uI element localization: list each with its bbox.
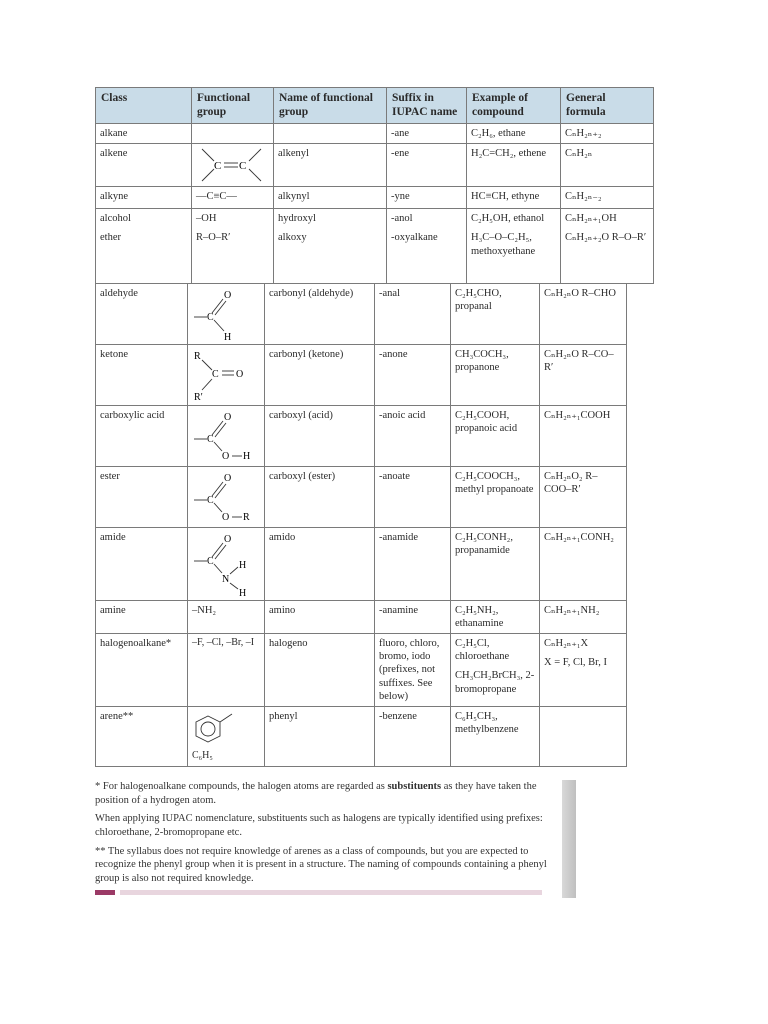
class-cell: ether bbox=[96, 228, 192, 283]
footer-bar bbox=[120, 890, 542, 895]
example-line: CH₃CH₂BrCH₃, 2-bromopropane bbox=[455, 670, 535, 695]
table-row bbox=[96, 634, 627, 707]
class-cell: ester bbox=[96, 466, 188, 527]
example-cell: CH₃COCH₃, propanone bbox=[451, 344, 540, 405]
header-functional-group: Functional group bbox=[192, 88, 274, 124]
header-name-of-functional-group: Name of functional group bbox=[274, 88, 387, 124]
table-row bbox=[96, 208, 654, 228]
group-name-cell: amino bbox=[265, 600, 375, 633]
group-name-cell: carbonyl (aldehyde) bbox=[265, 283, 375, 344]
formula-cell: CₙH₂ₙ₊₁OH bbox=[561, 208, 654, 228]
suffix-cell: -ene bbox=[387, 143, 467, 186]
formula-line: X = F, Cl, Br, I bbox=[544, 657, 607, 669]
class-cell: carboxylic acid bbox=[96, 405, 188, 466]
functional-group-cell bbox=[192, 143, 274, 186]
example-cell: HC≡CH, ethyne bbox=[467, 186, 561, 208]
example-cell: H₂C=CH₂, ethene bbox=[467, 143, 561, 186]
group-name-cell: alkynyl bbox=[274, 186, 387, 208]
formula-cell: CₙH₂ₙ₊₂O R–O–R′ bbox=[561, 228, 654, 283]
group-name-cell: alkenyl bbox=[274, 143, 387, 186]
table-row bbox=[96, 186, 654, 208]
class-cell: aldehyde bbox=[96, 283, 188, 344]
header-example: Example of compound bbox=[467, 88, 561, 124]
group-name-cell bbox=[274, 123, 387, 143]
group-name-cell: carbonyl (ketone) bbox=[265, 344, 375, 405]
class-cell: ketone bbox=[96, 344, 188, 405]
formula-cell: CₙH₂ₙ₋₂ bbox=[561, 186, 654, 208]
svg-text:C: C bbox=[207, 311, 214, 323]
table-header-row bbox=[96, 88, 654, 124]
table-row bbox=[96, 600, 627, 633]
suffix-cell: -benzene bbox=[375, 706, 451, 766]
example-cell: C₆H₅CH₃, methylbenzene bbox=[451, 706, 540, 766]
class-cell: alkene bbox=[96, 143, 192, 186]
suffix-cell: -anoic acid bbox=[375, 405, 451, 466]
formula-line: CₙH₂ₙ₊₁X bbox=[544, 638, 589, 650]
table-row bbox=[96, 706, 627, 766]
svg-text:R: R bbox=[243, 511, 250, 523]
svg-text:H: H bbox=[243, 450, 251, 462]
table-row bbox=[96, 123, 654, 143]
class-cell: alkyne bbox=[96, 186, 192, 208]
svg-text:O: O bbox=[224, 411, 232, 423]
functional-group-cell: —C≡C— bbox=[192, 186, 274, 208]
svg-text:H: H bbox=[239, 587, 247, 597]
group-name-cell: alkoxy bbox=[274, 228, 387, 283]
formula-cell: CₙH₂ₙ₊₁NH₂ bbox=[540, 600, 627, 633]
footnote-halogenoalkane: * For halogenoalkane compounds, the halogen atoms are regarded as substituents as they have taken the position of a hydrogen atom. bbox=[95, 781, 537, 806]
functional-group-cell: –NH₂ bbox=[188, 600, 265, 633]
svg-text:R′: R′ bbox=[194, 391, 203, 402]
aldehyde-structure-icon bbox=[192, 287, 260, 341]
example-cell: C₂H₆, ethane bbox=[467, 123, 561, 143]
ketone-structure-icon bbox=[192, 348, 260, 402]
functional-group-cell bbox=[188, 527, 265, 600]
class-cell: arene** bbox=[96, 706, 188, 766]
functional-group-cell bbox=[188, 344, 265, 405]
suffix-cell: -ane bbox=[387, 123, 467, 143]
header-class: Class bbox=[96, 88, 192, 124]
functional-group-cell bbox=[188, 283, 265, 344]
table-row bbox=[96, 228, 654, 283]
functional-groups-table-upper bbox=[95, 87, 654, 284]
alkene-c1-label: C bbox=[214, 159, 222, 172]
functional-groups-table-lower bbox=[95, 283, 627, 767]
example-cell: C₂H₅CHO, propanal bbox=[451, 283, 540, 344]
formula-cell: CₙH₂ₙO₂ R–COO–R′ bbox=[540, 466, 627, 527]
suffix-cell: -anal bbox=[375, 283, 451, 344]
table-row bbox=[96, 283, 627, 344]
class-cell: alcohol bbox=[96, 208, 192, 228]
suffix-cell: -anone bbox=[375, 344, 451, 405]
example-cell: C₂H₅NH₂, ethanamine bbox=[451, 600, 540, 633]
example-line: C₂H₅Cl, chloroethane bbox=[455, 638, 510, 663]
amide-structure-icon bbox=[192, 531, 264, 597]
svg-text:O: O bbox=[224, 533, 232, 545]
page-edge-shadow bbox=[562, 780, 576, 898]
carboxylic-acid-structure-icon bbox=[192, 409, 264, 463]
example-cell bbox=[451, 634, 540, 707]
functional-group-cell bbox=[192, 123, 274, 143]
alkene-structure-icon bbox=[196, 147, 268, 183]
functional-group-cell bbox=[188, 405, 265, 466]
group-name-cell: phenyl bbox=[265, 706, 375, 766]
formula-cell: CₙH₂ₙO R–CO–R′ bbox=[540, 344, 627, 405]
svg-text:O: O bbox=[236, 368, 244, 380]
svg-text:N: N bbox=[222, 573, 230, 585]
formula-cell: CₙH₂ₙ₊₁COOH bbox=[540, 405, 627, 466]
group-name-cell: hydroxyl bbox=[274, 208, 387, 228]
formula-cell: CₙH₂ₙ bbox=[561, 143, 654, 186]
svg-text:H: H bbox=[224, 331, 232, 341]
svg-text:R: R bbox=[194, 350, 201, 362]
svg-text:O: O bbox=[222, 450, 230, 462]
header-general-formula: General formula bbox=[561, 88, 654, 124]
alkene-c2-label: C bbox=[239, 159, 247, 172]
example-cell: C₂H₅OH, ethanol bbox=[467, 208, 561, 228]
class-cell: halogenoalkane* bbox=[96, 634, 188, 707]
svg-text:C: C bbox=[207, 433, 214, 445]
footnotes bbox=[95, 780, 555, 890]
group-name-cell: amido bbox=[265, 527, 375, 600]
svg-text:O: O bbox=[222, 511, 230, 523]
svg-text:C: C bbox=[207, 494, 214, 506]
suffix-cell: fluoro, chloro, bromo, iodo (prefixes, not suffixes. See below) bbox=[375, 634, 451, 707]
functional-group-cell bbox=[188, 466, 265, 527]
svg-text:C: C bbox=[212, 368, 219, 380]
table-row bbox=[96, 344, 627, 405]
formula-cell bbox=[540, 634, 627, 707]
example-cell: H₃C–O–C₂H₅, methoxyethane bbox=[467, 228, 561, 283]
suffix-cell: -anamine bbox=[375, 600, 451, 633]
group-name-cell: carboxyl (acid) bbox=[265, 405, 375, 466]
header-suffix: Suffix in IUPAC name bbox=[387, 88, 467, 124]
formula-cell: CₙH₂ₙO R–CHO bbox=[540, 283, 627, 344]
example-cell: C₂H₅COOCH₃, methyl propanoate bbox=[451, 466, 540, 527]
suffix-cell: -yne bbox=[387, 186, 467, 208]
suffix-cell: -anoate bbox=[375, 466, 451, 527]
functional-group-cell: R–O–R′ bbox=[192, 228, 274, 283]
group-name-cell: halogeno bbox=[265, 634, 375, 707]
footnote-iupac: When applying IUPAC nomenclature, substituents such as halogens are typically identified using prefixes: chloroethane, 2-bromopropane etc. bbox=[95, 813, 543, 838]
table-row bbox=[96, 466, 627, 527]
suffix-cell: -oxyalkane bbox=[387, 228, 467, 283]
ester-structure-icon bbox=[192, 470, 264, 524]
functional-groups-table-page bbox=[95, 87, 653, 767]
accent-bar bbox=[95, 890, 115, 895]
functional-group-cell bbox=[188, 706, 265, 766]
class-cell: alkane bbox=[96, 123, 192, 143]
formula-cell: CₙH₂ₙ₊₂ bbox=[561, 123, 654, 143]
svg-text:O: O bbox=[224, 472, 232, 484]
formula-cell bbox=[540, 706, 627, 766]
footnote-arenes: ** The syllabus does not require knowledge of arenes as a class of compounds, but you are expected to recognize the phenyl group when it is present in a structure. The naming of compounds containing a phenyl group is also not required knowledge. bbox=[95, 845, 547, 884]
suffix-cell: -anol bbox=[387, 208, 467, 228]
svg-text:C: C bbox=[207, 555, 214, 567]
functional-group-cell: –F, –Cl, –Br, –I bbox=[188, 634, 265, 707]
class-cell: amine bbox=[96, 600, 188, 633]
example-cell: C₂H₅CONH₂, propanamide bbox=[451, 527, 540, 600]
class-cell: amide bbox=[96, 527, 188, 600]
functional-group-cell: –OH bbox=[192, 208, 274, 228]
suffix-cell: -anamide bbox=[375, 527, 451, 600]
svg-text:O: O bbox=[224, 289, 232, 301]
phenyl-structure-icon bbox=[192, 710, 252, 750]
formula-cell: CₙH₂ₙ₊₁CONH₂ bbox=[540, 527, 627, 600]
table-row bbox=[96, 405, 627, 466]
table-row bbox=[96, 527, 627, 600]
example-cell: C₂H₅COOH, propanoic acid bbox=[451, 405, 540, 466]
phenyl-caption: C₆H₅ bbox=[192, 749, 213, 761]
svg-text:H: H bbox=[239, 559, 247, 571]
group-name-cell: carboxyl (ester) bbox=[265, 466, 375, 527]
table-row bbox=[96, 143, 654, 186]
